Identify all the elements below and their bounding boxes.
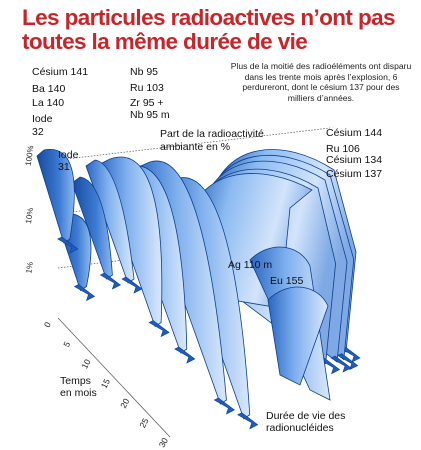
series-label: Zr 95 + (130, 97, 164, 109)
series-label: Durée de vie des (266, 410, 346, 422)
x-tick-label: 5 (61, 339, 73, 349)
series-label: 32 (32, 126, 44, 138)
x-tick-label: 25 (137, 416, 151, 430)
series-label: radionucléides (266, 422, 334, 434)
series-label: Césium 134 (326, 154, 383, 166)
chart-title: Les particules radioactives n’ont pas toutes la même durée de vie (22, 5, 395, 54)
series-label: Ru 106 (326, 143, 360, 155)
series-label: Ru 103 (130, 82, 164, 94)
y-tick-label: 1% (24, 261, 35, 275)
y-tick-label: 10% (23, 207, 36, 225)
x-tick-label: 20 (118, 396, 132, 410)
x-tick-label: 10 (79, 357, 93, 371)
series-label: Ag 110 m (228, 259, 273, 271)
series-label: en mois (60, 387, 97, 399)
series-label: Part de la radioactivité (160, 128, 264, 140)
series-label: Eu 155 (270, 275, 304, 287)
y-tick-label: 100% (23, 144, 36, 167)
chart-note: Plus de la moitié des radioéléments ont disparu dans les trente mois après l’explosion, 6 perdureront, dont le césium 137 pour des milliers d’années. (230, 61, 412, 103)
x-tick-label: 30 (156, 436, 170, 450)
series-label: Césium 141 (32, 66, 89, 78)
series-label: Césium 137 (326, 168, 383, 180)
series-label: Nb 95 m (130, 109, 170, 121)
series-label: Nb 95 (130, 66, 159, 78)
series-label: Césium 144 (326, 127, 383, 139)
series-label: La 140 (32, 97, 65, 109)
series-label: Temps (60, 375, 91, 387)
series-label: Iode (58, 149, 79, 161)
x-tick-label: 15 (98, 377, 112, 391)
x-tick-label: 0 (41, 320, 53, 330)
series-label: ambiante en % (160, 141, 231, 153)
series-label: Iode (32, 113, 53, 125)
series-label: 31 (58, 161, 70, 173)
series-label: Ba 140 (32, 83, 66, 95)
